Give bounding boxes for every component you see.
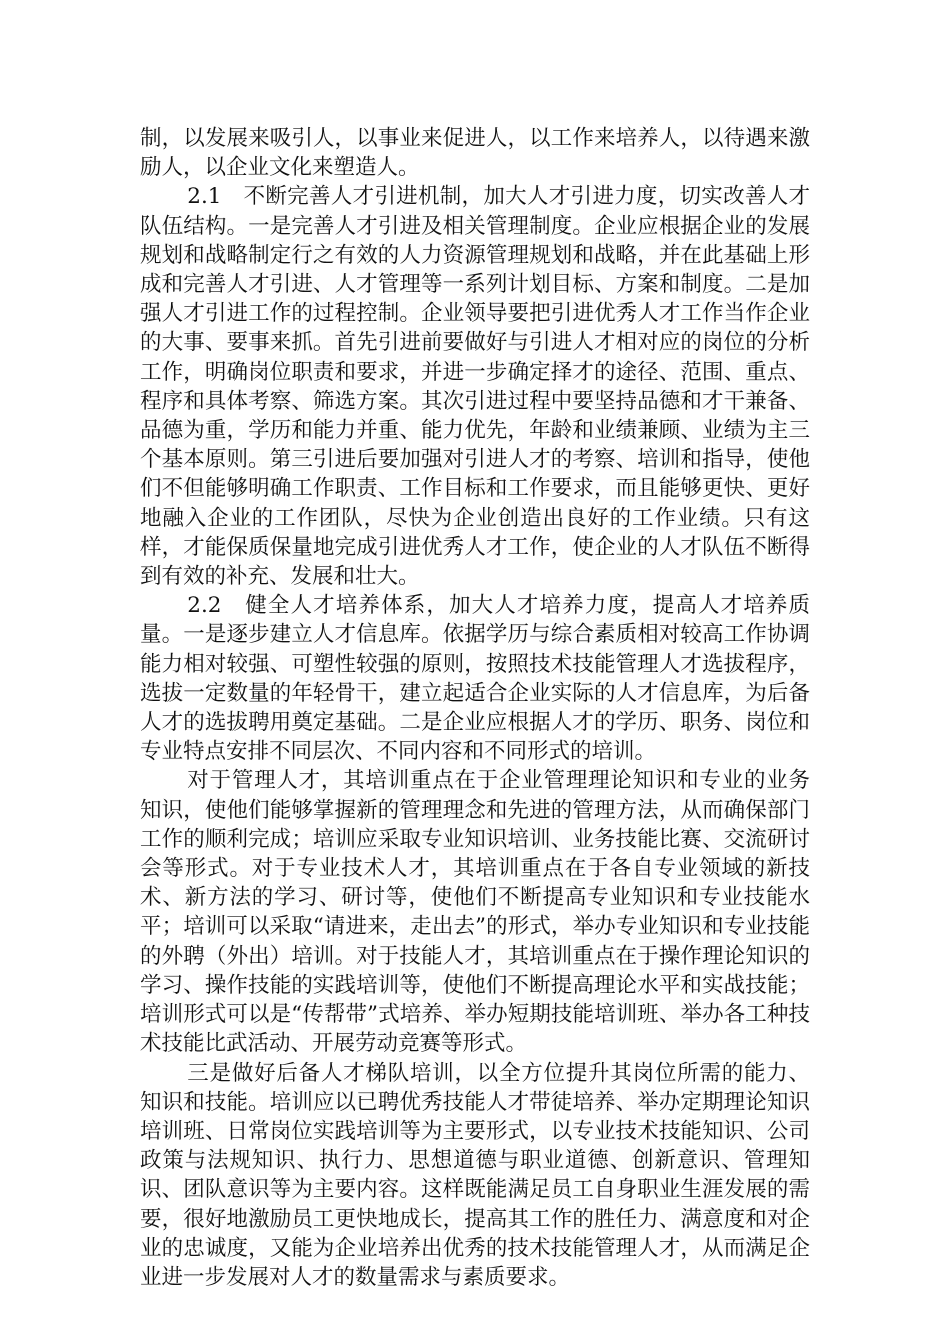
paragraph-section-2-1: 2.1 不断完善人才引进机制，加大人才引进力度，切实改善人才队伍结构。一是完善人才引进及相关管理制度。企业应根据企业的发展规划和战略制定行之有效的人力资源管理规划和战略，并在此基础上形成和完善人才引进、人才管理等一系列计划目标、方案和制度。二是加强人才引进工作的过程控制。企业领导要把引进优秀人才工作当作企业的大事、要事来抓。首先引进前要做好与引进人才相对应的岗位的分析工作，明确岗位职责和要求，并进一步确定择才的途径、范围、重点、程序和具体考察、筛选方案。其次引进过程中要坚持品德和才干兼备、品德为重，学历和能力并重、能力优先，年龄和业绩兼顾、业绩为主三个基本原则。第三引进后要加强对引进人才的考察、培训和指导，使他们不但能够明确工作职责、工作目标和工作要求，而且能够更快、更好地融入企业的工作团队，尽快为企业创造出良好的工作业绩。只有这样，才能保质保量地完成引进优秀人才工作，使企业的人才队伍不断得到有效的补充、发展和壮大。 xyxy=(140,184,810,590)
paragraph-section-2-2: 2.2 健全人才培养体系，加大人才培养力度，提高人才培养质量。一是逐步建立人才信息库。依据学历与综合素质相对较高工作协调能力相对较强、可塑性较强的原则，按照技术技能管理人才选拔程序，选拔一定数量的年轻骨干，建立起适合企业实际的人才信息库，为后备人才的选拔聘用奠定基础。二是企业应根据人才的学历、职务、岗位和专业特点安排不同层次、不同内容和不同形式的培训。 xyxy=(140,593,810,765)
paragraph-continuation: 制，以发展来吸引人，以事业来促进人，以工作来培养人，以待遇来激励人，以企业文化来塑造人。 xyxy=(140,126,810,181)
paragraph-reserve-talent: 三是做好后备人才梯队培训，以全方位提升其岗位所需的能力、知识和技能。培训应以已聘优秀技能人才带徒培养、举办定期理论知识培训班、日常岗位实践培训等为主要形式，以专业技术技能知识、公司政策与法规知识、执行力、思想道德与职业道德、创新意识、管理知识、团队意识等为主要内容。这样既能满足员工自身职业生涯发展的需要，很好地激励员工更快地成长，提高其工作的胜任力、满意度和对企业的忠诚度，又能为企业培养出优秀的技术技能管理人才，从而满足企业进一步发展对人才的数量需求与素质要求。 xyxy=(140,1060,810,1290)
document-body xyxy=(140,124,810,1292)
paragraph-management-training: 对于管理人才，其培训重点在于企业管理理论知识和专业的业务知识，使他们能够掌握新的管理理念和先进的管理方法，从而确保部门工作的顺利完成；培训应采取专业知识培训、业务技能比赛、交流研讨会等形式。对于专业技术人才，其培训重点在于各自专业领域的新技术、新方法的学习、研讨等，使他们不断提高专业知识和专业技能水平；培训可以采取“请进来，走出去”的形式，举办专业知识和专业技能的外聘（外出）培训。对于技能人才，其培训重点在于操作理论知识的学习、操作技能的实践培训等，使他们不断提高理论水平和实战技能；培训形式可以是“传帮带”式培养、举办短期技能培训班、举办各工种技术技能比武活动、开展劳动竞赛等形式。 xyxy=(140,768,810,1057)
